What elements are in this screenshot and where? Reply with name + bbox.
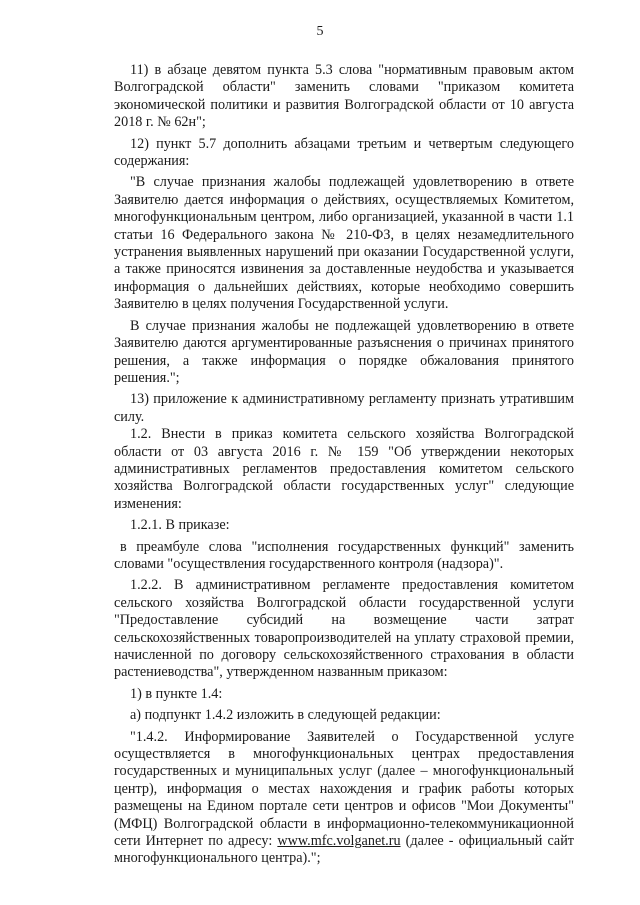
paragraph-preamble-change: в преамбуле слова "исполнения государственных функций" заменить словами "осуществления государственного контроля (надзора)". [114, 538, 574, 572]
mfc-website-link[interactable]: www.mfc.volganet.ru [277, 833, 401, 850]
quoted-paragraph-1-4-2 [114, 729, 574, 868]
page-number: 5 [316, 24, 324, 39]
quoted-paragraph-complaint-rejected: В случае признания жалобы не подлежащей удовлетворению в ответе Заявителю даются аргументированные разъяснения о причинах принятого решения, а также информация о порядке обжалования принятого решения."; [114, 317, 574, 386]
paragraph-item-13: 13) приложение к административному регламенту признать утратившим силу. [114, 391, 574, 425]
paragraph-item-12: 12) пункт 5.7 дополнить абзацами третьим и четвертым следующего содержания: [114, 135, 574, 170]
paragraph-1-2-2: 1.2.2. В административном регламенте предоставления комитетом сельского хозяйства Волгоградской области государственной услуги "Предоставление субсидий на возмещение части затрат сельскохозяйственных товаропроизводителей на уплату страховой премии, начисленной по договору сельскохозяйственного страхования в области растениеводства", утвержденном названным приказом: [114, 577, 574, 681]
paragraph-item-11: 11) в абзаце девятом пункта 5.3 слова "нормативным правовым актом Волгоградской области" заменить словами "приказом комитета экономической политики и развития Волгоградской области от 10 августа 2018 г. № 62н"; [114, 62, 574, 131]
quoted-paragraph-complaint-satisfied: "В случае признания жалобы подлежащей удовлетворению в ответе Заявителю дается информация о действиях, осуществляемых Комитетом, многофункциональным центром, либо организацией, указанной в части 1.1 статьи 16 Федерального закона № 210-ФЗ, в целях незамедлительного устранения выявленных нарушений при оказании Государственной услуги, а также приносятся извинения за доставленные неудобства и указывается информация о дальнейших действиях, которые необходимо совершить Заявителю в целях получения Государственной услуги. [114, 174, 574, 313]
paragraph-text-after-link: (далее - официальный сайт многофункционального центра)."; [114, 833, 574, 867]
paragraph-1-2-1: 1.2.1. В приказе: [130, 517, 230, 534]
paragraph-1-2: 1.2. Внести в приказ комитета сельского хозяйства Волгоградской области от 03 августа 2016 г. № 159 "Об утверждении некоторых административных регламентов предоставления комитетом сельского хозяйства Волгоградской области государственных услуг" следующие изменения: [114, 426, 574, 512]
document-body [114, 62, 574, 868]
paragraph-subitem-a: а) подпункт 1.4.2 изложить в следующей редакции: [130, 707, 441, 724]
paragraph-text-before-link: "1.4.2. Информирование Заявителей о Государственной услуге осуществляется в многофункциональных центрах предоставления государственных и муниципальных услуг (далее – многофункциональный центр), информация о местах нахождения и график работы которых размещены на Едином портале сети центров и офисов "Мои Документы" (МФЦ) Волгоградской области в информационно-телекоммуникационной сети Интернет по адресу: [114, 728, 574, 850]
paragraph-item-1-4: 1) в пункте 1.4: [130, 685, 223, 702]
